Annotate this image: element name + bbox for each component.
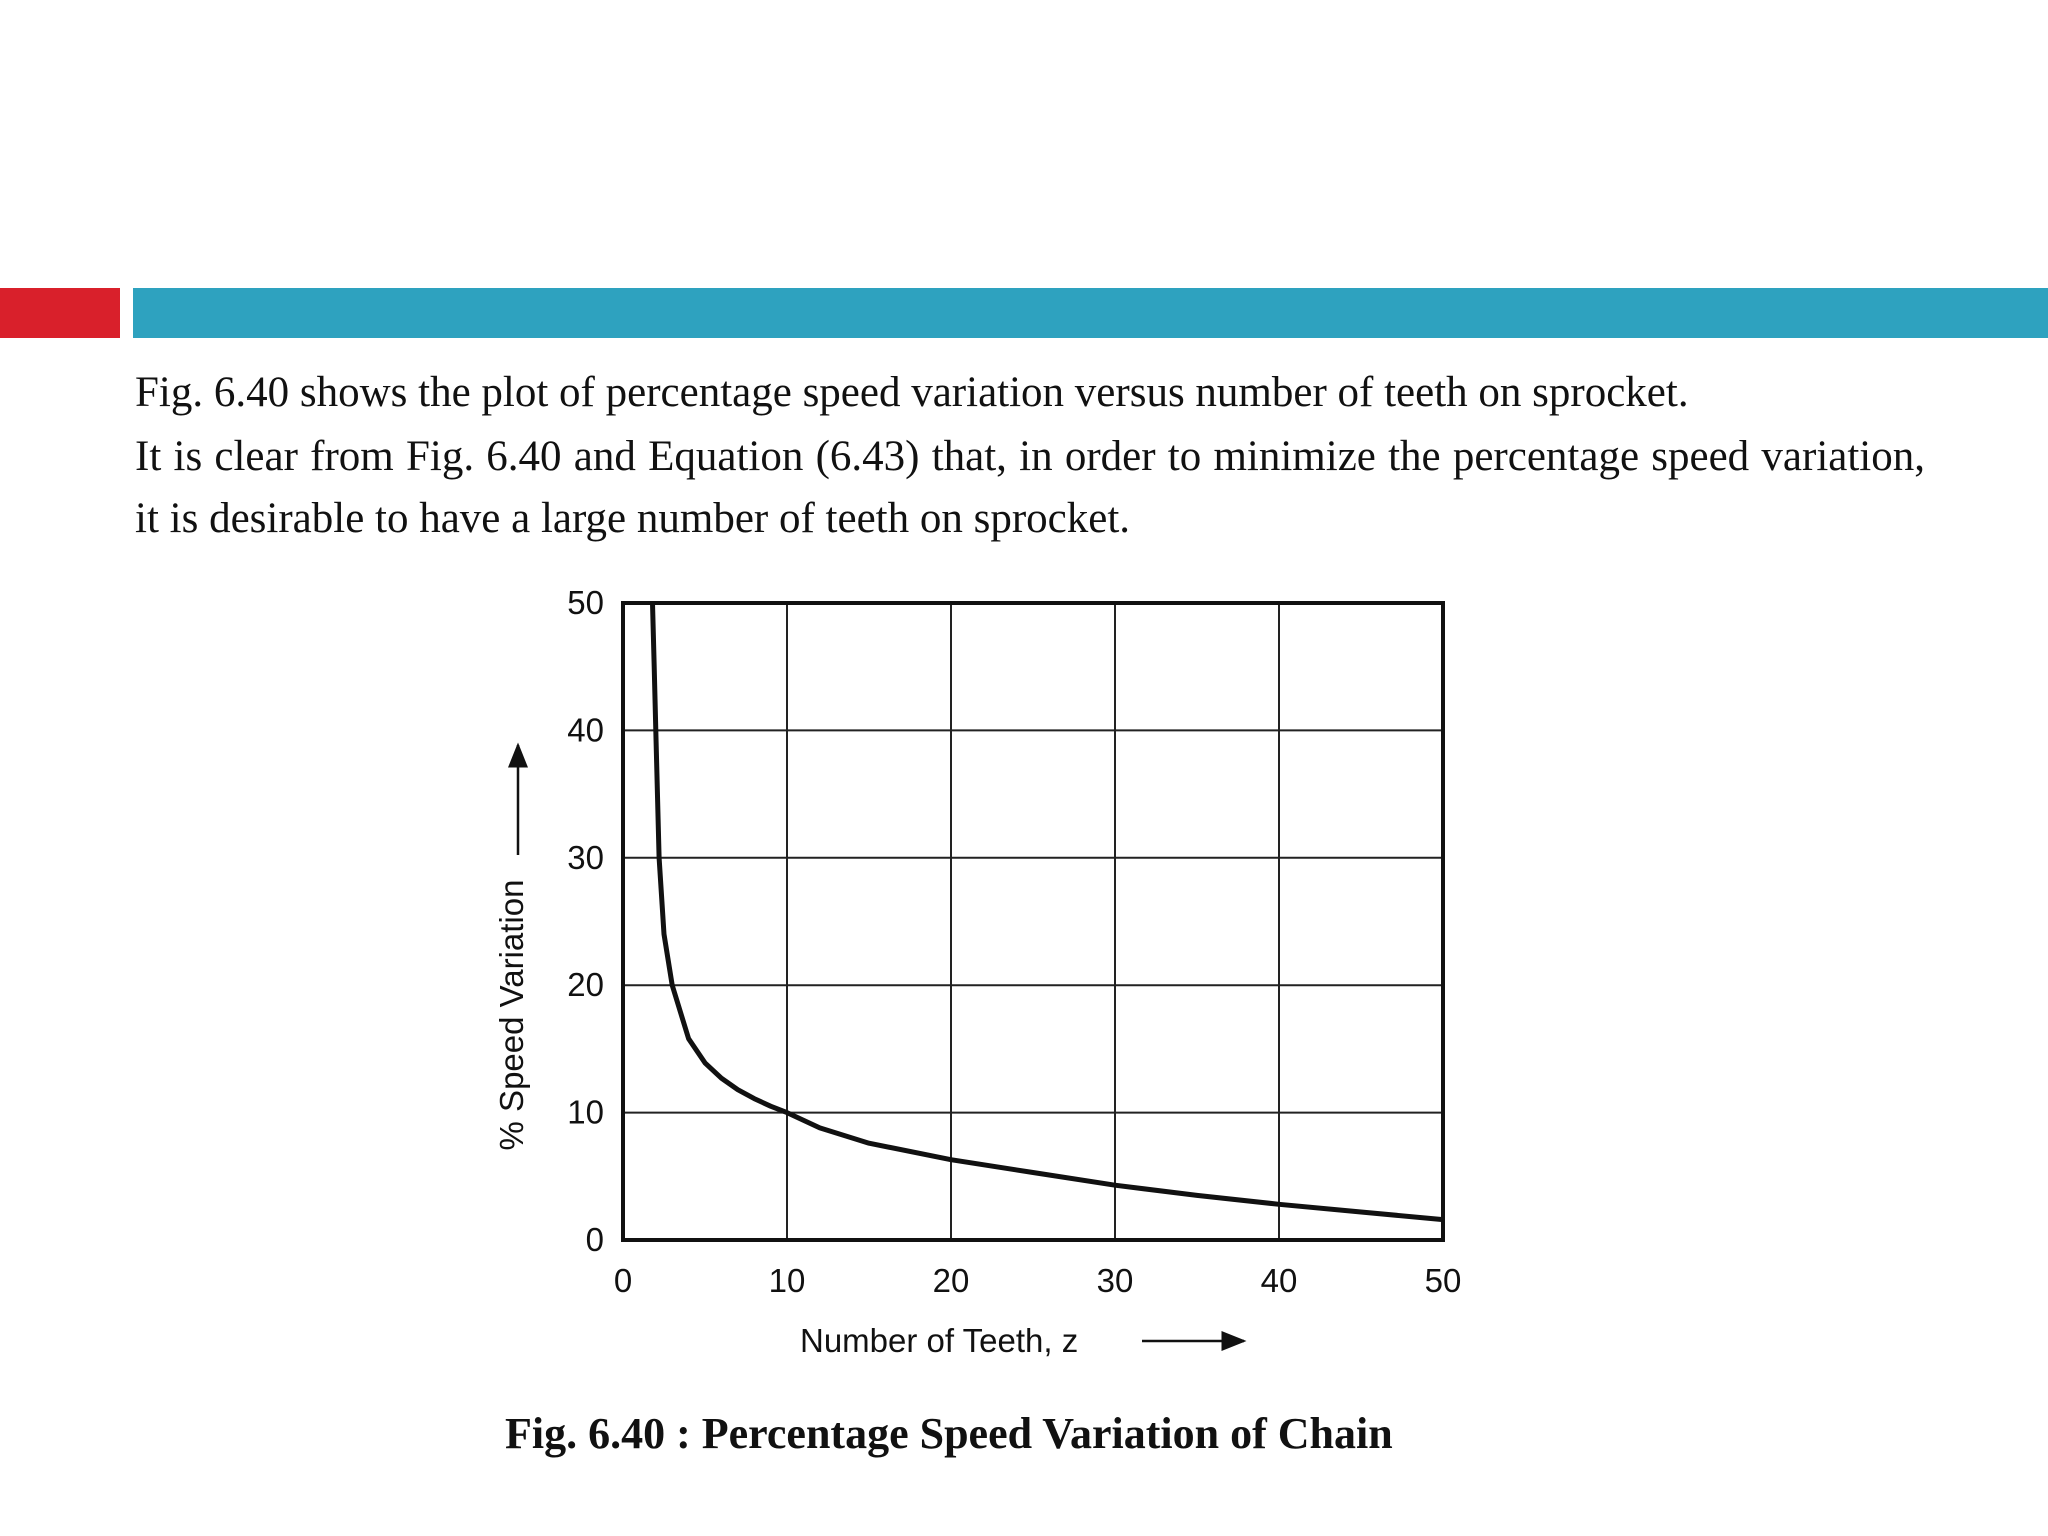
x-tick-label: 20 (932, 1262, 970, 1299)
paragraph-line-1: Fig. 6.40 shows the plot of percentage speed variation versus number of teeth on sprocket. (135, 369, 1689, 416)
x-axis-label: Number of Teeth, z (800, 1322, 1079, 1359)
speed-variation-curve (653, 603, 1444, 1220)
y-tick-label: 40 (567, 711, 604, 749)
y-tick-label: 50 (567, 584, 604, 621)
figure-caption: Fig. 6.40 : Percentage Speed Variation of Chain (505, 1409, 1393, 1458)
x-tick-label: 0 (613, 1262, 633, 1299)
plot-frame (623, 603, 1443, 1240)
y-tick-label: 10 (567, 1093, 604, 1131)
x-tick-label: 30 (1096, 1262, 1134, 1299)
y-tick-label: 0 (585, 1221, 604, 1258)
x-tick-label: 10 (768, 1262, 806, 1299)
y-tick-label: 30 (567, 838, 604, 876)
x-tick-label: 40 (1260, 1262, 1298, 1299)
x-tick-label: 50 (1424, 1262, 1462, 1299)
paragraph-line-2: It is clear from Fig. 6.40 and Equation (6.43) that, in order to minimize the percentage speed variation, it is desirable to have a large number of teeth on sprocket. (135, 433, 1925, 542)
y-axis-label: % Speed Variation (493, 879, 530, 1151)
y-tick-label: 20 (567, 966, 604, 1004)
